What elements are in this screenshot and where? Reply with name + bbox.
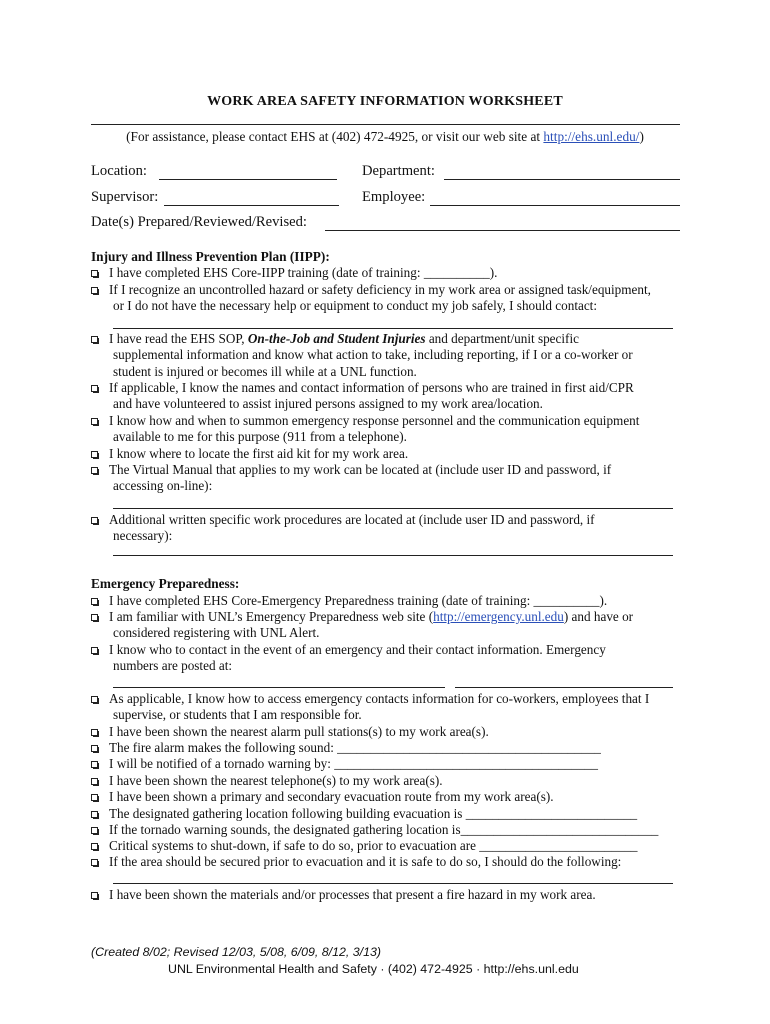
checkbox[interactable] [91, 745, 98, 752]
checkbox[interactable] [91, 843, 98, 850]
checkbox[interactable] [91, 467, 98, 474]
footer-contact: UNL Environmental Health and Safety · (402) 472-4925 · http://ehs.unl.edu [168, 962, 579, 976]
checkbox[interactable] [91, 287, 98, 294]
checkbox[interactable] [91, 794, 98, 801]
posted-numbers-line-2[interactable] [455, 687, 673, 688]
title-divider [91, 124, 680, 125]
checkbox[interactable] [91, 811, 98, 818]
employee-field[interactable] [430, 205, 680, 206]
employee-label: Employee: [362, 189, 426, 205]
supervisor-label: Supervisor: [91, 189, 159, 205]
emergency-heading: Emergency Preparedness: [91, 576, 240, 591]
checkbox[interactable] [91, 336, 98, 343]
checkbox[interactable] [91, 647, 98, 654]
location-field[interactable] [159, 179, 337, 180]
checkbox[interactable] [91, 827, 98, 834]
dates-field[interactable] [325, 230, 680, 231]
posted-numbers-line[interactable] [113, 687, 445, 688]
checkbox[interactable] [91, 729, 98, 736]
supervisor-field[interactable] [164, 205, 339, 206]
emergency-website-link[interactable]: http://emergency.unl.edu [433, 609, 564, 624]
ehs-website-link[interactable]: http://ehs.unl.edu/ [543, 129, 640, 144]
checkbox[interactable] [91, 859, 98, 866]
department-field[interactable] [444, 179, 680, 180]
checkbox[interactable] [91, 270, 98, 277]
assistance-text: (For assistance, please contact EHS at (402) 472-4925, or visit our web site at [126, 129, 544, 144]
checkbox[interactable] [91, 517, 98, 524]
checkbox[interactable] [91, 451, 98, 458]
virtual-manual-answer-line[interactable] [113, 508, 673, 509]
checkbox[interactable] [91, 778, 98, 785]
revision-history: (Created 8/02; Revised 12/03, 5/08, 6/09, 8/12, 3/13) [91, 945, 381, 959]
checkbox[interactable] [91, 385, 98, 392]
checkbox[interactable] [91, 696, 98, 703]
checkbox[interactable] [91, 598, 98, 605]
checkbox[interactable] [91, 614, 98, 621]
sop-title: On-the-Job and Student Injuries [247, 331, 426, 346]
checkbox[interactable] [91, 418, 98, 425]
dates-label: Date(s) Prepared/Reviewed/Revised: [91, 214, 307, 230]
location-label: Location: [91, 163, 147, 179]
checkbox[interactable] [91, 761, 98, 768]
iipp-heading: Injury and Illness Prevention Plan (IIPP): [91, 249, 330, 264]
procedures-answer-line[interactable] [113, 555, 673, 556]
page-title: WORK AREA SAFETY INFORMATION WORKSHEET [207, 94, 563, 109]
assistance-note [0, 129, 770, 145]
secure-area-answer-line[interactable] [113, 883, 673, 884]
department-label: Department: [362, 163, 435, 179]
assistance-close: ) [639, 129, 644, 144]
contact-answer-line[interactable] [113, 328, 673, 329]
checkbox[interactable] [91, 892, 98, 899]
